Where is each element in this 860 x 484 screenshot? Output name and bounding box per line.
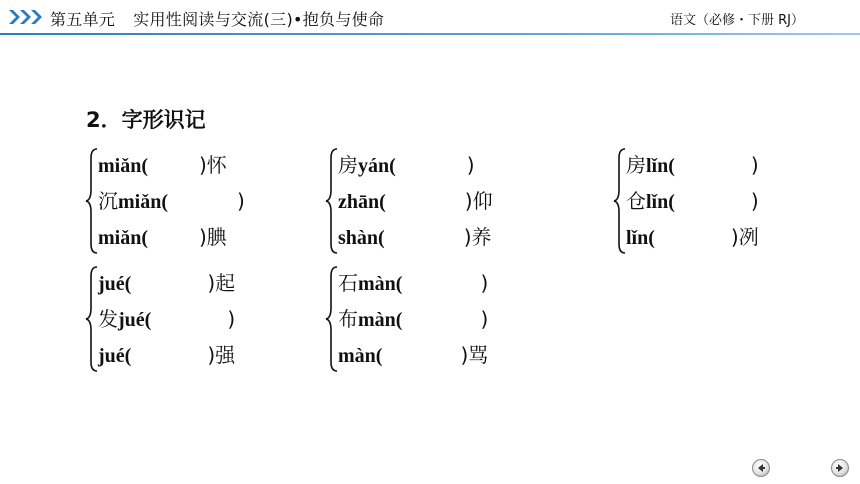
char-group-man	[324, 264, 524, 374]
word-line	[98, 219, 227, 255]
pinyin: lǐn(	[646, 191, 675, 213]
char-group-mian	[84, 146, 284, 256]
pinyin: jué(	[98, 345, 132, 367]
word-line	[626, 183, 759, 219]
suffix-char: )	[237, 189, 245, 213]
word-line	[338, 147, 475, 183]
prefix-char: 沉	[98, 189, 118, 213]
prefix-char: 仓	[626, 189, 646, 213]
pinyin: miǎn(	[98, 227, 148, 249]
pinyin: lǐn(	[646, 155, 675, 177]
word-line	[98, 183, 245, 219]
suffix-char: )骂	[460, 343, 489, 367]
word-line	[98, 337, 235, 373]
word-line	[626, 219, 759, 255]
word-line	[338, 219, 492, 255]
header-divider	[0, 33, 860, 35]
prefix-char: 石	[338, 271, 358, 295]
pinyin: jué(	[118, 309, 152, 331]
previous-slide-button[interactable]	[752, 459, 770, 477]
char-group-lin	[612, 146, 812, 256]
suffix-char: )养	[463, 225, 492, 249]
suffix-char: )强	[207, 343, 236, 367]
section-title: 2．字形识记	[86, 108, 206, 132]
word-line	[338, 265, 488, 301]
next-slide-button[interactable]	[831, 459, 849, 477]
unit-title	[50, 7, 384, 30]
suffix-char: )冽	[730, 225, 759, 249]
pinyin: jué(	[98, 273, 132, 295]
word-line	[98, 265, 235, 301]
word-line	[98, 301, 235, 337]
unit-name: 第五单元	[50, 10, 116, 29]
pinyin: miǎn(	[118, 191, 168, 213]
pinyin: yán(	[358, 155, 396, 177]
word-line	[338, 183, 493, 219]
char-group-yan-zhan-shan	[324, 146, 524, 256]
pinyin: màn(	[338, 345, 383, 367]
suffix-char: )	[750, 189, 759, 213]
suffix-char: )	[227, 307, 236, 331]
word-line	[626, 147, 759, 183]
triple-chevron-right-icon	[8, 8, 44, 26]
pinyin: màn(	[358, 309, 403, 331]
slide-header	[0, 0, 860, 34]
book-label: 语文（必修・下册 RJ）	[670, 13, 804, 28]
suffix-char: )	[480, 307, 489, 331]
word-line	[338, 337, 488, 373]
prefix-char: 布	[338, 307, 358, 331]
pinyin: màn(	[358, 273, 403, 295]
pinyin: zhān(	[338, 191, 386, 213]
char-group-jue	[84, 264, 284, 374]
suffix-char: )起	[207, 271, 236, 295]
pinyin: lǐn(	[626, 227, 655, 249]
suffix-char: )	[750, 153, 759, 177]
word-line	[98, 147, 227, 183]
suffix-char: )仰	[464, 189, 493, 213]
prefix-char: 发	[98, 307, 118, 331]
prefix-char: 房	[338, 153, 358, 177]
suffix-char: )	[466, 153, 475, 177]
pinyin: shàn(	[338, 227, 385, 249]
suffix-char: )	[480, 271, 489, 295]
lesson-name: 实用性阅读与交流(三)•抱负与使命	[133, 10, 385, 29]
previous-arrow-icon	[755, 462, 767, 474]
next-arrow-icon	[834, 462, 846, 474]
suffix-char: )腆	[199, 225, 227, 249]
word-line	[338, 301, 488, 337]
prefix-char: 房	[626, 153, 646, 177]
suffix-char: )怀	[199, 153, 227, 177]
pinyin: miǎn(	[98, 155, 148, 177]
